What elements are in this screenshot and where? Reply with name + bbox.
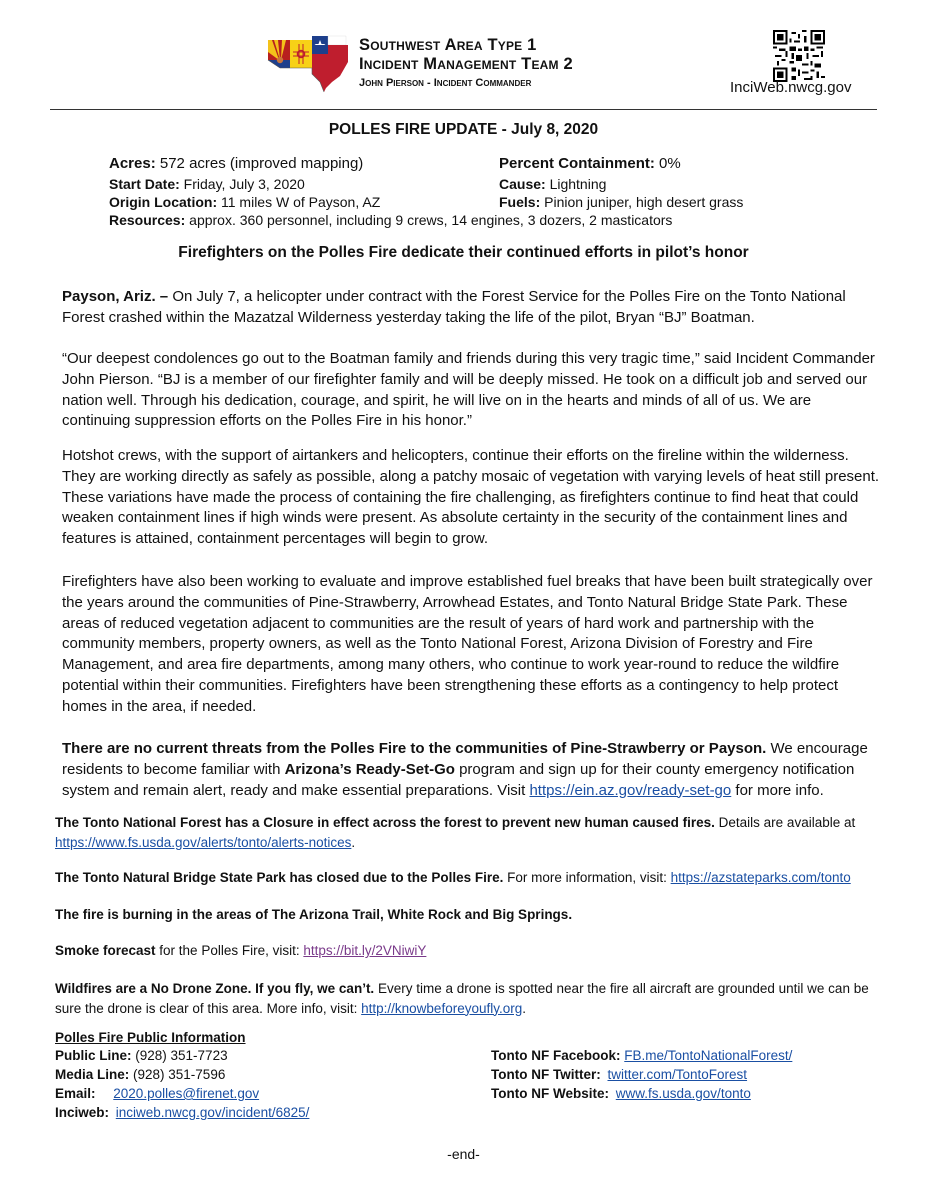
twitter-label: Tonto NF Twitter: — [491, 1067, 601, 1082]
inciweb-line — [55, 1104, 309, 1123]
acres-fact — [109, 154, 363, 173]
start-date-value: Friday, July 3, 2020 — [179, 176, 305, 192]
twitter-line — [491, 1066, 747, 1085]
website-label: Tonto NF Website: — [491, 1086, 609, 1101]
paragraph-text: for more info. — [731, 781, 824, 799]
start-date-fact — [109, 175, 305, 194]
end-marker: -end- — [447, 1146, 480, 1162]
notice-state-park — [55, 868, 885, 888]
fuels-value: Pinion juniper, high desert grass — [540, 194, 744, 210]
email-label: Email: — [55, 1086, 96, 1101]
drone-bold: Wildfires are a No Drone Zone. If you fly, we can’t. — [55, 981, 375, 996]
closure-bold: The Tonto National Forest has a Closure in effect across the forest to prevent new human caused fires. — [55, 815, 715, 830]
email-line — [55, 1085, 259, 1104]
acres-label: Acres: — [109, 155, 156, 172]
team-title-line2: Incident Management Team 2 — [359, 55, 573, 73]
arizona-flag-icon — [268, 40, 290, 68]
resources-label: Resources: — [109, 212, 186, 228]
containment-label: Percent Containment: — [499, 155, 655, 172]
notice-closure — [55, 813, 885, 852]
paragraph-text: We encourage residents to become familiar with — [62, 740, 868, 778]
azstateparks-link[interactable]: https://azstateparks.com/tonto — [670, 870, 851, 885]
inciweb-label: Inciweb: — [55, 1105, 110, 1120]
fuels-label: Fuels: — [499, 194, 541, 210]
dateline: Payson, Ariz. – — [62, 288, 169, 305]
texas-flag-icon — [312, 36, 348, 92]
start-date-label: Start Date: — [109, 176, 180, 192]
cause-label: Cause: — [499, 176, 546, 192]
smoke-bold: Smoke forecast — [55, 943, 156, 958]
media-line-label: Media Line: — [55, 1067, 130, 1082]
facebook-label: Tonto NF Facebook: — [491, 1048, 621, 1063]
knowbeforeyoufly-link[interactable]: http://knowbeforeyoufly.org — [361, 1000, 523, 1016]
new-mexico-flag-icon — [290, 40, 312, 68]
team-logo — [266, 30, 356, 102]
inciweb-incident-link[interactable]: inciweb.nwcg.gov/incident/6825/ — [115, 1105, 310, 1120]
threats-bold: There are no current threats from the Polles Fire to the communities of Pine-Strawberry or Payson. — [62, 740, 767, 757]
cause-fact — [499, 175, 606, 194]
containment-value: 0% — [654, 155, 681, 172]
resources-value: approx. 360 personnel, including 9 crews, 14 engines, 3 dozers, 2 masticators — [185, 212, 673, 228]
paragraph-hotshot: Hotshot crews, with the support of airtankers and helicopters, continue their efforts on the fireline within the wilderness. They are working directly as safely as possible, along a patchy mosaic of vegetation with varying levels of heat still present. These variations have made the process of containing the fire challenging, as firefighters continue to find heat that could weaken containment lines if high winds were present. As absolute certainty in the security of the containment lines and features is attained, containment percentages will begin to grow. — [62, 447, 880, 548]
paragraph-threats — [62, 739, 882, 801]
notice-smoke — [55, 941, 885, 961]
paragraph-text: program and sign up for their county emergency notification system and remain alert, ready and make essential preparations. Visit — [62, 760, 855, 799]
resources-fact — [109, 211, 672, 230]
website-line — [491, 1085, 751, 1104]
public-line-value: (928) 351-7723 — [131, 1048, 228, 1063]
website-link[interactable]: www.fs.usda.gov/tonto — [615, 1086, 751, 1101]
notice-text: Details are available at — [714, 815, 856, 830]
public-line — [55, 1047, 228, 1066]
burning-areas-bold: The fire is burning in the areas of The Arizona Trail, White Rock and Big Springs. — [55, 907, 573, 922]
update-title: POLLES FIRE UPDATE - July 8, 2020 — [328, 121, 599, 138]
qr-code-icon — [773, 30, 825, 82]
notice-text: . — [351, 834, 356, 850]
public-line-label: Public Line: — [55, 1048, 132, 1063]
paragraph-text: On July 7, a helicopter under contract with the Forest Service for the Polles Fire on the Tonto National Forest crashed within the Mazatzal Wilderness yesterday taking the life of the pilot, Bryan “BJ” Boatman. — [62, 288, 846, 326]
notice-drone — [55, 979, 885, 1018]
header-divider — [50, 109, 877, 110]
inciweb-header-link: InciWeb.nwcg.gov — [730, 79, 852, 96]
ready-set-go-bold: Arizona’s Ready-Set-Go — [284, 760, 455, 778]
origin-label: Origin Location: — [109, 194, 218, 210]
team-title-line1: Southwest Area Type 1 — [359, 36, 537, 54]
smoke-forecast-link[interactable]: https://bit.ly/2VNiwiY — [303, 943, 427, 958]
public-info-heading: Polles Fire Public Information — [55, 1030, 246, 1045]
acres-value: 572 acres (improved mapping) — [155, 155, 364, 172]
fuels-fact — [499, 193, 743, 212]
paragraph-fuel-breaks: Firefighters have also been working to evaluate and improve established fuel breaks that have been built strategically over the years around the communities of Pine-Strawberry, Arrowhead Estates, and Tonto Natural Bridge State Park. These areas of reduced vegetation adjacent to communities are the result of years of hard work and partnership with the community members, property owners, as well as the Tonto National Forest, Arizona Division of Forestry and Fire Management, and area fire departments, among many others, who continue to work year-round to reduce the wildfire potential within their communities. Firefighters have been strengthening these efforts as a contingency to help protect homes in the area, if needed. — [62, 573, 873, 715]
email-link[interactable]: 2020.polles@firenet.gov — [113, 1086, 260, 1101]
team-title — [359, 36, 573, 74]
notice-text: For more information, visit: — [503, 870, 671, 885]
notice-burning-areas — [55, 905, 885, 925]
containment-fact — [499, 154, 681, 173]
paragraph-payson — [62, 287, 882, 329]
incident-commander: John Pierson - Incident Commander — [359, 77, 532, 89]
cause-value: Lightning — [545, 176, 607, 192]
origin-value: 11 miles W of Payson, AZ — [217, 194, 381, 210]
notice-text: Every time a drone is spotted near the fire all aircraft are grounded until we can be sure the drone is clear of this area. More info, visit: — [55, 981, 869, 1016]
twitter-link[interactable]: twitter.com/TontoForest — [607, 1067, 748, 1082]
state-park-bold: The Tonto Natural Bridge State Park has closed due to the Polles Fire. — [55, 870, 504, 885]
headline: Firefighters on the Polles Fire dedicate their continued efforts in pilot’s honor — [178, 244, 749, 261]
media-line-value: (928) 351-7596 — [129, 1067, 226, 1082]
alerts-notices-link[interactable]: https://www.fs.usda.gov/alerts/tonto/alerts-notices — [55, 834, 352, 850]
facebook-line — [491, 1047, 792, 1066]
ready-set-go-link[interactable]: https://ein.az.gov/ready-set-go — [529, 781, 732, 799]
paragraph-quote: “Our deepest condolences go out to the Boatman family and friends during this very tragic time,” said Incident Commander John Pierson. “BJ is a member of our firefighter family and will be deeply missed. He took on a difficult job and served our nation well. Through his dedication, courage, and spirit, he will live on in the hearts and minds of all of us. We are continuing suppression efforts on the Polles Fire in his honor.” — [62, 350, 875, 430]
media-line — [55, 1066, 225, 1085]
facebook-link[interactable]: FB.me/TontoNationalForest/ — [624, 1048, 793, 1063]
notice-text: for the Polles Fire, visit: — [155, 943, 304, 958]
notice-text: . — [522, 1000, 526, 1016]
origin-fact — [109, 193, 380, 212]
